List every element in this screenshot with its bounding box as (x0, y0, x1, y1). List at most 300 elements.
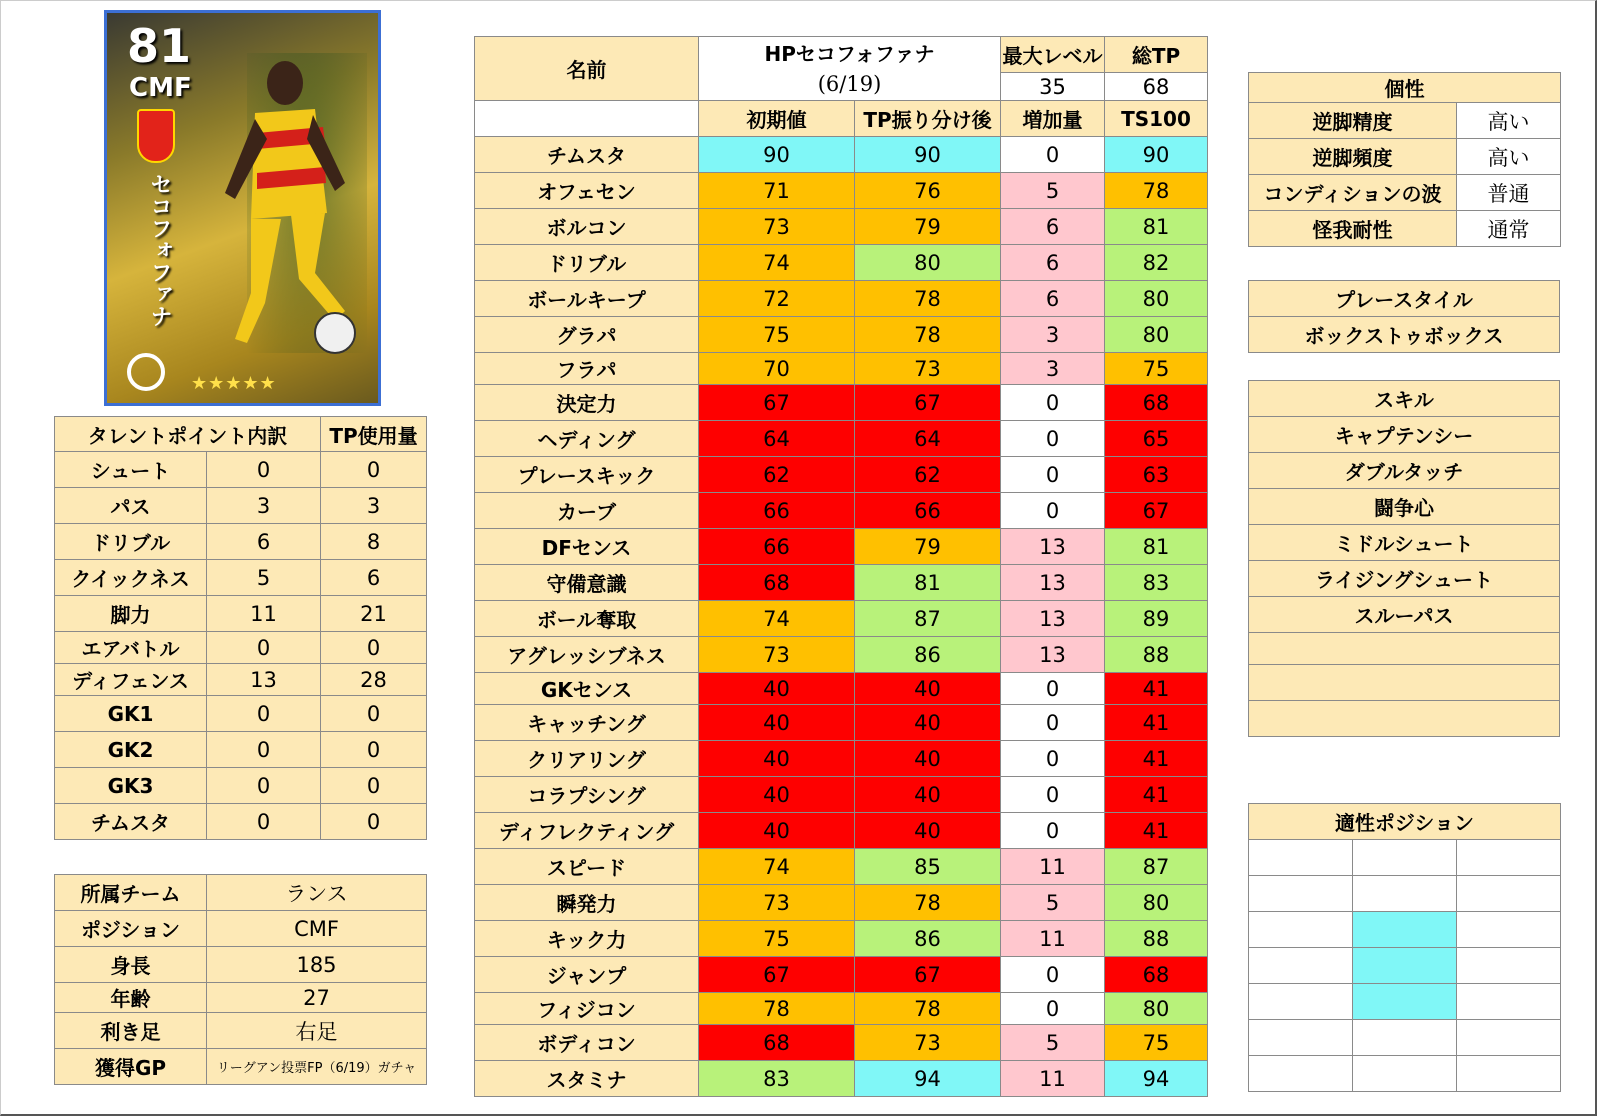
stat-label: チムスタ (475, 137, 699, 173)
talent-category: GK3 (55, 768, 207, 804)
stat-value: 75 (1105, 1025, 1208, 1061)
stat-value: 89 (1105, 601, 1208, 637)
talent-category: GK2 (55, 732, 207, 768)
skill-item: 闘争心 (1249, 489, 1560, 525)
position-cell (1353, 840, 1457, 876)
stat-value: 66 (855, 493, 1001, 529)
talent-tp-used: 21 (321, 596, 427, 632)
profile-value: 185 (207, 947, 427, 983)
stat-value: 87 (1105, 849, 1208, 885)
stat-value: 86 (855, 921, 1001, 957)
skill-item: ダブルタッチ (1249, 453, 1560, 489)
stat-label: ボルコン (475, 209, 699, 245)
stat-value: 40 (855, 777, 1001, 813)
stat-value: 80 (1105, 885, 1208, 921)
talent-category: GK1 (55, 696, 207, 732)
profile-value: リーグアン投票FP（6/19）ガチャ (207, 1049, 427, 1085)
stat-label: DFセンス (475, 529, 699, 565)
talent-tp-used: 6 (321, 560, 427, 596)
stat-value: 64 (855, 421, 1001, 457)
stat-value: 67 (855, 957, 1001, 993)
club-crest-icon (137, 109, 175, 163)
position-cell (1249, 1020, 1353, 1056)
stat-label: ジャンプ (475, 957, 699, 993)
stat-value: 11 (1001, 921, 1105, 957)
talent-tp-used: 0 (321, 804, 427, 840)
profile-row (55, 983, 427, 1013)
stat-value: 41 (1105, 673, 1208, 705)
talent-points: 6 (207, 524, 321, 560)
talent-points: 13 (207, 664, 321, 696)
stat-label: 決定力 (475, 385, 699, 421)
stat-value: 90 (1105, 137, 1208, 173)
col-header-increase: 増加量 (1001, 101, 1105, 137)
position-cell (1457, 1056, 1561, 1092)
profile-value: CMF (207, 911, 427, 947)
talent-category: ディフェンス (55, 664, 207, 696)
position-cell (1457, 912, 1561, 948)
stat-row (475, 1025, 1208, 1061)
position-cell (1249, 912, 1353, 948)
col-header-initial: 初期値 (699, 101, 855, 137)
profile-row (55, 1013, 427, 1049)
profile-label: 利き足 (55, 1013, 207, 1049)
stat-row (475, 493, 1208, 529)
positions-title: 適性ポジション (1249, 804, 1561, 840)
stat-value: 94 (1105, 1061, 1208, 1097)
skill-item: ミドルシュート (1249, 525, 1560, 561)
skills-table (1248, 380, 1560, 737)
trait-row (1249, 175, 1561, 211)
stat-label: グラパ (475, 317, 699, 353)
traits-title: 個性 (1249, 73, 1561, 103)
stat-row (475, 741, 1208, 777)
position-cell (1457, 984, 1561, 1020)
traits-table (1248, 72, 1561, 247)
position-cell (1457, 1020, 1561, 1056)
profile-value: 右足 (207, 1013, 427, 1049)
stat-value: 62 (699, 457, 855, 493)
stat-value: 75 (699, 921, 855, 957)
talent-tp-used: 0 (321, 452, 427, 488)
stat-row (475, 317, 1208, 353)
stat-row (475, 705, 1208, 741)
stat-label: アグレッシブネス (475, 637, 699, 673)
stat-value: 90 (855, 137, 1001, 173)
skill-item: ライジングシュート (1249, 561, 1560, 597)
stat-value: 68 (1105, 957, 1208, 993)
position-cell (1249, 876, 1353, 912)
player-date: (6/19) (817, 71, 882, 96)
skill-item: スルーパス (1249, 597, 1560, 633)
position-cell (1457, 948, 1561, 984)
stat-value: 78 (855, 885, 1001, 921)
stat-row (475, 637, 1208, 673)
stat-label: フラパ (475, 353, 699, 385)
stat-value: 70 (699, 353, 855, 385)
stat-label: ディフレクティング (475, 813, 699, 849)
position-cell (1353, 948, 1457, 984)
talent-points: 0 (207, 452, 321, 488)
stat-value: 78 (855, 993, 1001, 1025)
stat-value: 66 (699, 493, 855, 529)
stat-value: 78 (1105, 173, 1208, 209)
stat-value: 81 (1105, 529, 1208, 565)
stat-row (475, 385, 1208, 421)
stat-value: 88 (1105, 637, 1208, 673)
talent-category: パス (55, 488, 207, 524)
total-tp-label: 総TP (1105, 37, 1208, 73)
talent-row (55, 560, 427, 596)
stat-row (475, 209, 1208, 245)
stat-value: 67 (699, 385, 855, 421)
talent-tp-used: 0 (321, 732, 427, 768)
stat-value: 82 (1105, 245, 1208, 281)
stat-value: 0 (1001, 957, 1105, 993)
trait-row (1249, 103, 1561, 139)
stat-value: 40 (699, 777, 855, 813)
skill-item (1249, 633, 1560, 665)
stat-value: 0 (1001, 705, 1105, 741)
talent-category: チムスタ (55, 804, 207, 840)
stats-table (474, 36, 1208, 1097)
trait-value: 高い (1457, 103, 1561, 139)
card-rating: 81 (127, 19, 192, 73)
stat-value: 73 (699, 885, 855, 921)
stat-row (475, 565, 1208, 601)
trait-label: 怪我耐性 (1249, 211, 1457, 247)
stat-value: 80 (1105, 281, 1208, 317)
stat-value: 72 (699, 281, 855, 317)
stat-value: 78 (855, 281, 1001, 317)
talent-row (55, 524, 427, 560)
stat-value: 0 (1001, 777, 1105, 813)
trait-value: 高い (1457, 139, 1561, 175)
stat-value: 64 (699, 421, 855, 457)
stats-header-blank (475, 101, 699, 137)
stat-value: 85 (855, 849, 1001, 885)
stat-value: 41 (1105, 705, 1208, 741)
stat-label: フィジコン (475, 993, 699, 1025)
stat-value: 67 (855, 385, 1001, 421)
stat-value: 83 (699, 1061, 855, 1097)
stat-label: クリアリング (475, 741, 699, 777)
trait-value: 通常 (1457, 211, 1561, 247)
talent-row (55, 452, 427, 488)
profile-value: 27 (207, 983, 427, 1013)
stat-value: 76 (855, 173, 1001, 209)
stat-row (475, 245, 1208, 281)
position-cell (1353, 984, 1457, 1020)
stat-value: 11 (1001, 1061, 1105, 1097)
trait-label: 逆脚頻度 (1249, 139, 1457, 175)
trait-row (1249, 139, 1561, 175)
stat-value: 0 (1001, 813, 1105, 849)
stat-value: 40 (699, 673, 855, 705)
stat-value: 6 (1001, 245, 1105, 281)
stat-value: 88 (1105, 921, 1208, 957)
stat-value: 67 (699, 957, 855, 993)
stat-value: 87 (855, 601, 1001, 637)
stat-row (475, 601, 1208, 637)
talent-row (55, 596, 427, 632)
stat-row (475, 137, 1208, 173)
card-stars: ★★★★★ (191, 373, 277, 394)
stat-value: 0 (1001, 421, 1105, 457)
talent-row (55, 768, 427, 804)
positions-table (1248, 803, 1561, 1092)
stat-row (475, 421, 1208, 457)
playstyle-title: プレースタイル (1249, 281, 1560, 317)
stat-value: 78 (855, 317, 1001, 353)
position-cell (1457, 876, 1561, 912)
stat-value: 75 (699, 317, 855, 353)
stat-row (475, 673, 1208, 705)
stat-row (475, 1061, 1208, 1097)
stat-value: 40 (855, 705, 1001, 741)
stat-value: 73 (855, 1025, 1001, 1061)
talent-header-label: タレントポイント内訳 (55, 417, 321, 452)
profile-row (55, 947, 427, 983)
stat-label: ボールキープ (475, 281, 699, 317)
stat-row (475, 957, 1208, 993)
stat-row (475, 813, 1208, 849)
profile-label: 獲得GP (55, 1049, 207, 1085)
profile-label: 所属チーム (55, 875, 207, 911)
profile-row (55, 875, 427, 911)
talent-row (55, 732, 427, 768)
stat-row (475, 173, 1208, 209)
stat-value: 74 (699, 601, 855, 637)
talent-row (55, 804, 427, 840)
position-cell (1457, 840, 1561, 876)
stat-value: 40 (855, 741, 1001, 777)
stat-value: 13 (1001, 529, 1105, 565)
talent-row (55, 696, 427, 732)
player-figure-image (195, 43, 365, 363)
stat-row (475, 921, 1208, 957)
skill-item (1249, 665, 1560, 701)
col-header-after-tp: TP振り分け後 (855, 101, 1001, 137)
profile-label: 年齢 (55, 983, 207, 1013)
stat-value: 0 (1001, 457, 1105, 493)
stat-value: 90 (699, 137, 855, 173)
talent-points: 0 (207, 632, 321, 664)
stat-value: 6 (1001, 209, 1105, 245)
stat-value: 41 (1105, 777, 1208, 813)
stat-label: GKセンス (475, 673, 699, 705)
playstyle-table (1248, 280, 1560, 353)
talent-points: 3 (207, 488, 321, 524)
card-position: CMF (129, 73, 192, 103)
stat-value: 0 (1001, 137, 1105, 173)
stat-value: 68 (699, 1025, 855, 1061)
talent-row (55, 488, 427, 524)
stat-row (475, 353, 1208, 385)
stat-label: ボディコン (475, 1025, 699, 1061)
stat-value: 3 (1001, 353, 1105, 385)
profile-table (54, 874, 427, 1085)
talent-header-tp: TP使用量 (321, 417, 427, 452)
position-cell (1353, 876, 1457, 912)
player-name: HPセコフォファナ (764, 41, 935, 66)
stat-label: 瞬発力 (475, 885, 699, 921)
talent-tp-used: 0 (321, 696, 427, 732)
stat-value: 79 (855, 529, 1001, 565)
talent-category: エアバトル (55, 632, 207, 664)
stat-row (475, 849, 1208, 885)
stat-value: 80 (1105, 993, 1208, 1025)
stat-value: 6 (1001, 281, 1105, 317)
stat-label: スタミナ (475, 1061, 699, 1097)
playstyle-value: ボックストゥボックス (1249, 317, 1560, 353)
position-cell (1353, 912, 1457, 948)
player-card (104, 10, 381, 406)
stat-value: 74 (699, 849, 855, 885)
max-level-label: 最大レベル (1001, 37, 1105, 73)
position-cell (1353, 1056, 1457, 1092)
stat-value: 0 (1001, 493, 1105, 529)
stat-value: 11 (1001, 849, 1105, 885)
trait-label: 逆脚精度 (1249, 103, 1457, 139)
position-cell (1249, 1056, 1353, 1092)
stat-value: 86 (855, 637, 1001, 673)
trait-label: コンディションの波 (1249, 175, 1457, 211)
stat-value: 40 (855, 813, 1001, 849)
stat-value: 94 (855, 1061, 1001, 1097)
stat-row (475, 529, 1208, 565)
stat-label: コラプシング (475, 777, 699, 813)
stat-row (475, 457, 1208, 493)
stat-label: 守備意識 (475, 565, 699, 601)
talent-tp-used: 8 (321, 524, 427, 560)
talent-row (55, 664, 427, 696)
profile-value: ランス (207, 875, 427, 911)
stat-value: 40 (855, 673, 1001, 705)
stat-label: スピード (475, 849, 699, 885)
talent-points: 11 (207, 596, 321, 632)
talent-tp-used: 0 (321, 632, 427, 664)
player-name-cell (699, 37, 1001, 101)
stat-value: 81 (855, 565, 1001, 601)
stat-value: 62 (855, 457, 1001, 493)
stat-value: 73 (855, 353, 1001, 385)
skill-item (1249, 701, 1560, 737)
stat-label: キャッチング (475, 705, 699, 741)
talent-category: クイックネス (55, 560, 207, 596)
profile-row (55, 911, 427, 947)
stat-row (475, 281, 1208, 317)
stat-value: 0 (1001, 673, 1105, 705)
talent-category: ドリブル (55, 524, 207, 560)
talent-points: 0 (207, 732, 321, 768)
position-cell (1249, 840, 1353, 876)
stat-value: 3 (1001, 317, 1105, 353)
talent-category: シュート (55, 452, 207, 488)
stat-label: キック力 (475, 921, 699, 957)
stat-value: 66 (699, 529, 855, 565)
stat-value: 73 (699, 637, 855, 673)
stat-value: 68 (1105, 385, 1208, 421)
talent-point-table (54, 416, 427, 840)
stat-value: 40 (699, 705, 855, 741)
talent-tp-used: 3 (321, 488, 427, 524)
card-player-name: セコフォファナ (147, 173, 172, 327)
stat-value: 78 (699, 993, 855, 1025)
stat-value: 65 (1105, 421, 1208, 457)
stat-value: 81 (1105, 209, 1208, 245)
stat-value: 40 (699, 741, 855, 777)
talent-points: 0 (207, 804, 321, 840)
stat-value: 5 (1001, 173, 1105, 209)
stat-label: ドリブル (475, 245, 699, 281)
total-tp-value: 68 (1105, 73, 1208, 101)
stat-value: 67 (1105, 493, 1208, 529)
skills-title: スキル (1249, 381, 1560, 417)
position-cell (1249, 948, 1353, 984)
position-cell (1249, 984, 1353, 1020)
stat-label: ヘディング (475, 421, 699, 457)
talent-category: 脚力 (55, 596, 207, 632)
stat-value: 74 (699, 245, 855, 281)
stat-value: 63 (1105, 457, 1208, 493)
stat-value: 71 (699, 173, 855, 209)
stat-label: ボール奪取 (475, 601, 699, 637)
col-header-ts100: TS100 (1105, 101, 1208, 137)
stat-value: 13 (1001, 637, 1105, 673)
profile-row (55, 1049, 427, 1085)
stat-value: 80 (1105, 317, 1208, 353)
stat-value: 41 (1105, 813, 1208, 849)
stat-value: 73 (699, 209, 855, 245)
stat-value: 83 (1105, 565, 1208, 601)
stat-value: 13 (1001, 565, 1105, 601)
max-level-value: 35 (1001, 73, 1105, 101)
position-cell (1353, 1020, 1457, 1056)
stat-row (475, 993, 1208, 1025)
talent-tp-used: 0 (321, 768, 427, 804)
stat-row (475, 885, 1208, 921)
stat-value: 0 (1001, 741, 1105, 777)
trait-value: 普通 (1457, 175, 1561, 211)
talent-points: 0 (207, 696, 321, 732)
stat-value: 68 (699, 565, 855, 601)
stat-value: 0 (1001, 993, 1105, 1025)
stat-value: 5 (1001, 885, 1105, 921)
talent-points: 5 (207, 560, 321, 596)
stat-value: 5 (1001, 1025, 1105, 1061)
skill-item: キャプテンシー (1249, 417, 1560, 453)
stat-value: 40 (699, 813, 855, 849)
profile-label: ポジション (55, 911, 207, 947)
stat-value: 80 (855, 245, 1001, 281)
stat-label: カーブ (475, 493, 699, 529)
stat-value: 13 (1001, 601, 1105, 637)
talent-points: 0 (207, 768, 321, 804)
stat-label: プレースキック (475, 457, 699, 493)
stat-value: 41 (1105, 741, 1208, 777)
trait-row (1249, 211, 1561, 247)
stat-value: 79 (855, 209, 1001, 245)
stat-value: 0 (1001, 385, 1105, 421)
profile-label: 身長 (55, 947, 207, 983)
name-label: 名前 (475, 37, 699, 101)
stat-value: 75 (1105, 353, 1208, 385)
talent-tp-used: 28 (321, 664, 427, 696)
talent-row (55, 632, 427, 664)
stat-label: オフェセン (475, 173, 699, 209)
stat-row (475, 777, 1208, 813)
